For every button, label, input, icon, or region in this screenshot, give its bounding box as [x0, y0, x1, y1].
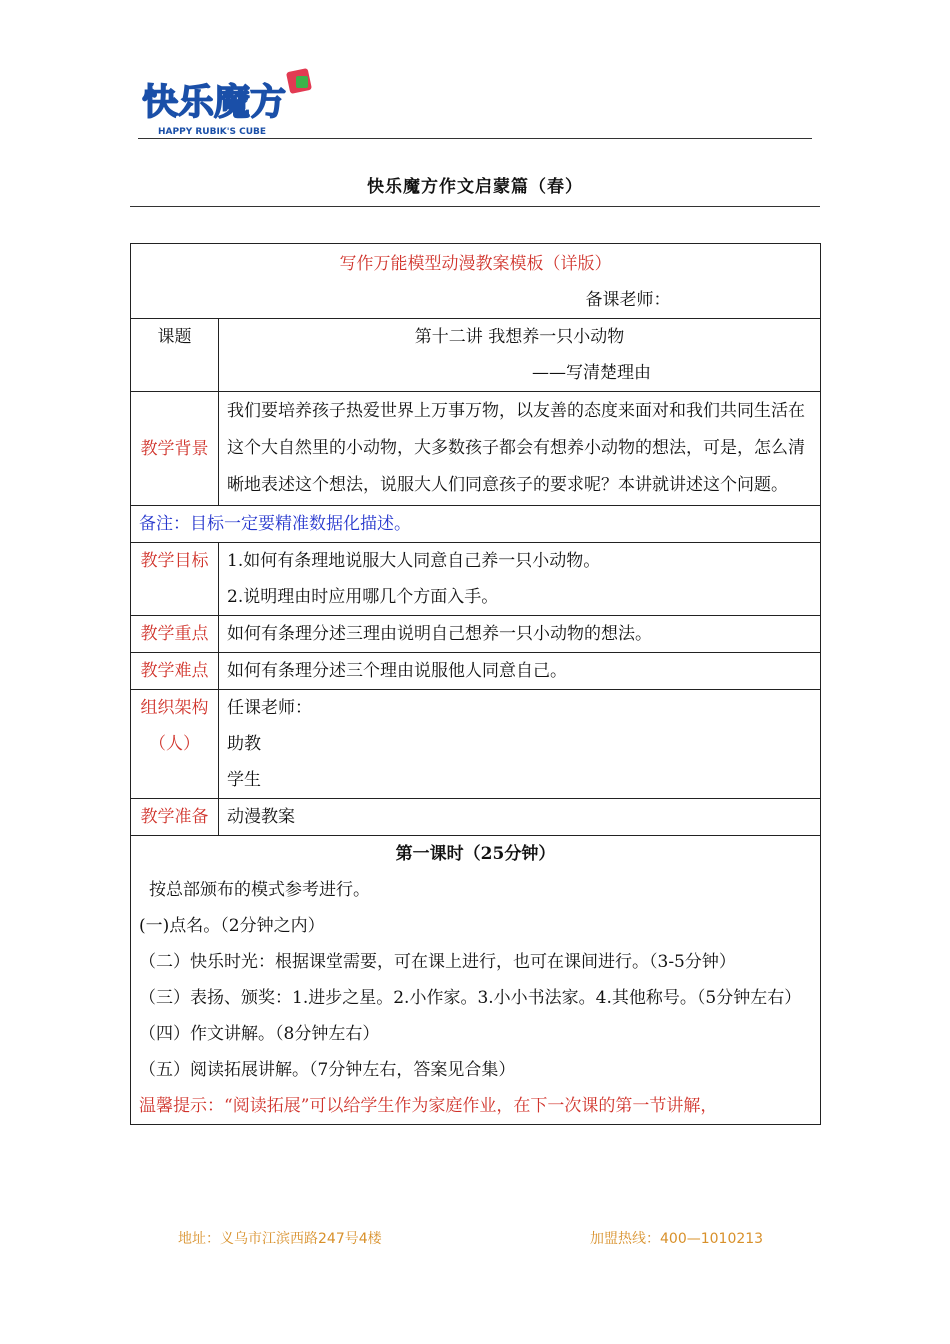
lesson-plan-table: [130, 243, 821, 1125]
header-divider: [138, 138, 812, 139]
logo-subtext: HAPPY RUBIK'S CUBE: [158, 127, 267, 137]
focus-row: [131, 616, 821, 653]
difficulty-text: 如何有条理分述三个理由说服他人同意自己。: [219, 653, 821, 690]
focus-label: 教学重点: [131, 616, 219, 653]
goal-item: 1.如何有条理地说服大人同意自己养一只小动物。: [227, 551, 601, 571]
session-step: （三）表扬、颁奖：1.进步之星。2.小作家。3.小小书法家。4.其他称号。（5分钟左右）: [139, 988, 802, 1008]
session-step: （四）作文讲解。（8分钟左右）: [139, 1024, 380, 1044]
teacher-line: 备课老师：: [585, 290, 671, 310]
session-step: （五）阅读拓展讲解。（7分钟左右，答案见合集）: [139, 1060, 516, 1080]
brand-logo: [138, 66, 328, 142]
goal-item: 2.说明理由时应用哪几个方面入手。: [227, 587, 499, 607]
organization-item: 学生: [227, 770, 261, 790]
logo-text: 快乐魔方: [142, 82, 287, 123]
background-text: 我们要培养孩子热爱世界上万事万物，以友善的态度来面对和我们共同生活在这个大自然里的小动物，大多数孩子都会有想养小动物的想法，可是，怎么清晰地表述这个想法，说服大人们同意孩子的要求呢？本讲就讲述这个问题。: [219, 392, 821, 506]
note-text: 备注：目标一定要精准数据化描述。: [131, 506, 821, 543]
topic-sub: ——写清楚理由: [532, 363, 651, 383]
session-tip: 温馨提示：“阅读拓展”可以给学生作为家庭作业，在下一次课的第一节讲解，: [139, 1096, 718, 1116]
organization-label: 组织架构: [140, 698, 209, 718]
organization-label-unit: （人）: [149, 734, 200, 754]
difficulty-row: [131, 653, 821, 690]
session-row: [131, 836, 821, 1125]
preparation-row: [131, 799, 821, 836]
preparation-label: 教学准备: [131, 799, 219, 836]
preparation-text: 动漫教案: [219, 799, 821, 836]
organization-item: 任课老师：: [227, 698, 312, 718]
difficulty-label: 教学难点: [131, 653, 219, 690]
background-row: [131, 392, 821, 506]
organization-row: [131, 690, 821, 799]
goal-row: [131, 543, 821, 616]
session-step: (一)点名。（2分钟之内）: [139, 916, 325, 936]
topic-row: [131, 319, 821, 392]
focus-text: 如何有条理分述三理由说明自己想养一只小动物的想法。: [219, 616, 821, 653]
organization-item: 助教: [227, 734, 261, 754]
note-row: [131, 506, 821, 543]
session-step: （二）快乐时光：根据课堂需要，可在课上进行，也可在课间进行。（3-5分钟）: [139, 952, 736, 972]
topic-label: 课题: [131, 319, 219, 392]
table-heading-row: [131, 244, 821, 319]
footer-hotline: 加盟热线：400—1010213: [590, 1231, 764, 1247]
document-title: 快乐魔方作文启蒙篇（春）: [367, 177, 583, 197]
background-label: 教学背景: [131, 392, 219, 506]
session-intro: 按总部颁布的模式参考进行。: [149, 880, 370, 900]
session-title: 第一课时（25分钟）: [395, 844, 556, 864]
title-divider: [130, 206, 820, 207]
goal-label: 教学目标: [131, 543, 219, 616]
table-heading: 写作万能模型动漫教案模板（详版）: [339, 254, 612, 274]
topic-main: 第十二讲 我想养一只小动物: [414, 327, 625, 347]
footer-address: 地址：义乌市江滨西路247号4楼: [178, 1231, 382, 1247]
